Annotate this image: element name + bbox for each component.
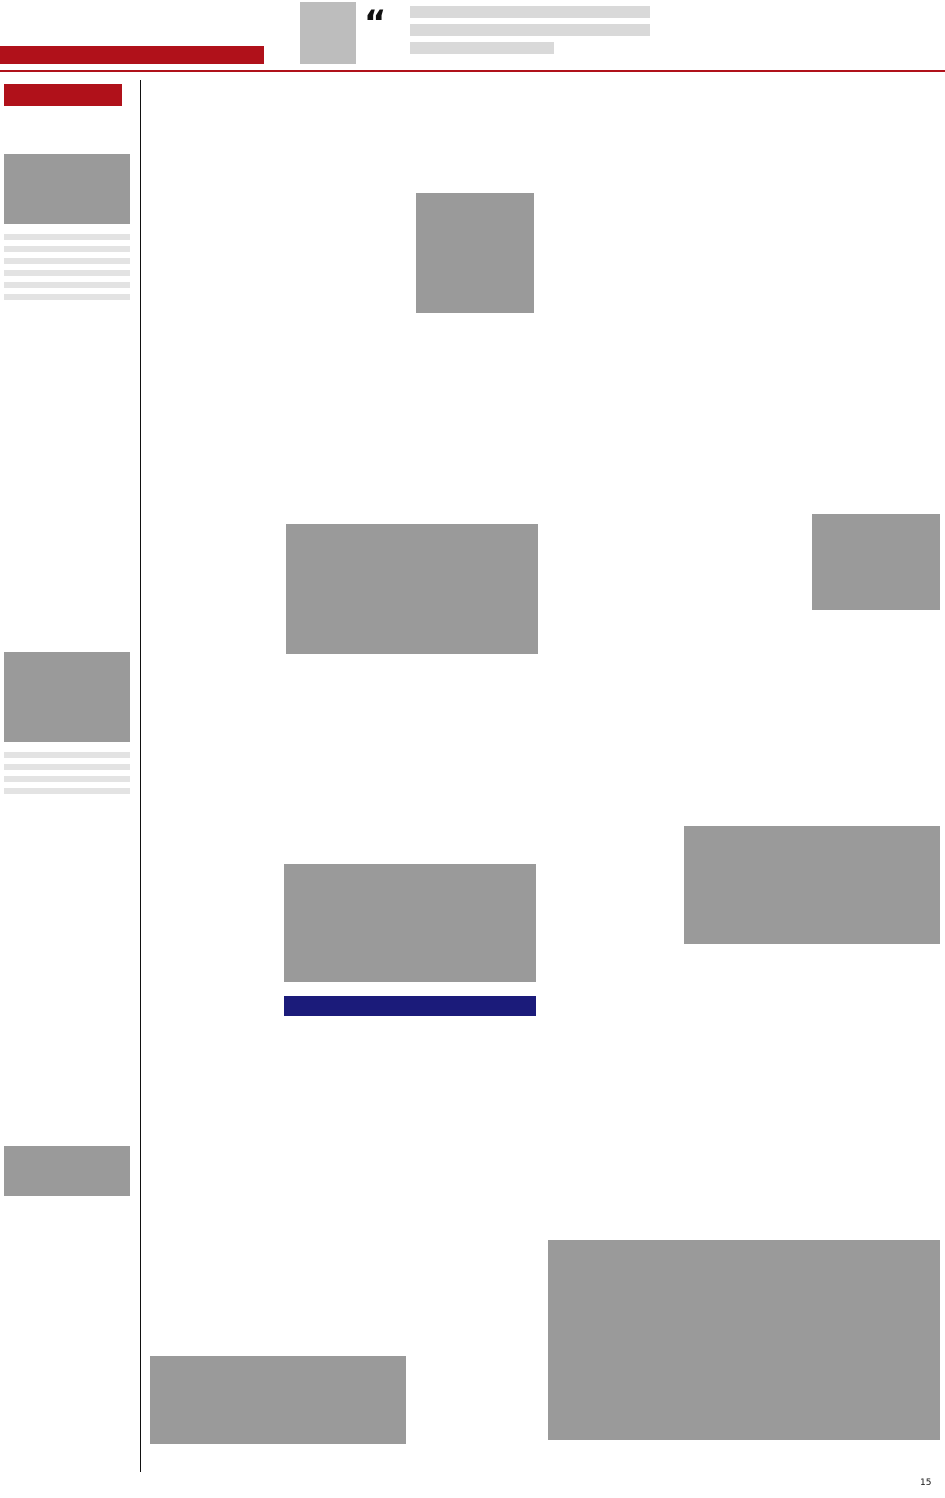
section-title xyxy=(730,2,945,46)
text-line xyxy=(410,42,554,54)
text-line xyxy=(4,294,130,300)
dateline xyxy=(0,46,264,64)
article-photo xyxy=(548,1240,940,1440)
brief-text xyxy=(4,752,130,1132)
text-line xyxy=(4,270,130,276)
text-line xyxy=(410,6,650,18)
text-line xyxy=(4,764,130,770)
text-line xyxy=(4,776,130,782)
portrait-photo xyxy=(300,2,356,64)
masthead-logo xyxy=(0,0,264,44)
article-photo xyxy=(150,1356,406,1444)
article-photo xyxy=(812,514,940,610)
text-line xyxy=(4,258,130,264)
text-line xyxy=(4,752,130,758)
text-line xyxy=(4,246,130,252)
article-photo xyxy=(416,193,534,313)
text-line xyxy=(4,234,130,240)
masthead xyxy=(0,0,945,72)
article-photo xyxy=(286,524,538,654)
article-photo xyxy=(284,864,536,982)
text-line xyxy=(4,282,130,288)
brief-text xyxy=(4,234,130,614)
brief-column xyxy=(4,112,136,1472)
quote-block xyxy=(300,2,650,64)
quote-text xyxy=(410,6,650,60)
divider xyxy=(140,80,141,1472)
brief-photo xyxy=(4,1146,130,1196)
text-line xyxy=(410,24,650,36)
text-line xyxy=(4,788,130,794)
box-heading xyxy=(284,996,536,1016)
page-number: 15 xyxy=(920,1478,932,1488)
brief-heading xyxy=(4,84,122,106)
brief-photo xyxy=(4,652,130,742)
quote-mark-icon: “ xyxy=(364,3,387,43)
brief-photo xyxy=(4,154,130,224)
article-photo xyxy=(684,826,940,944)
